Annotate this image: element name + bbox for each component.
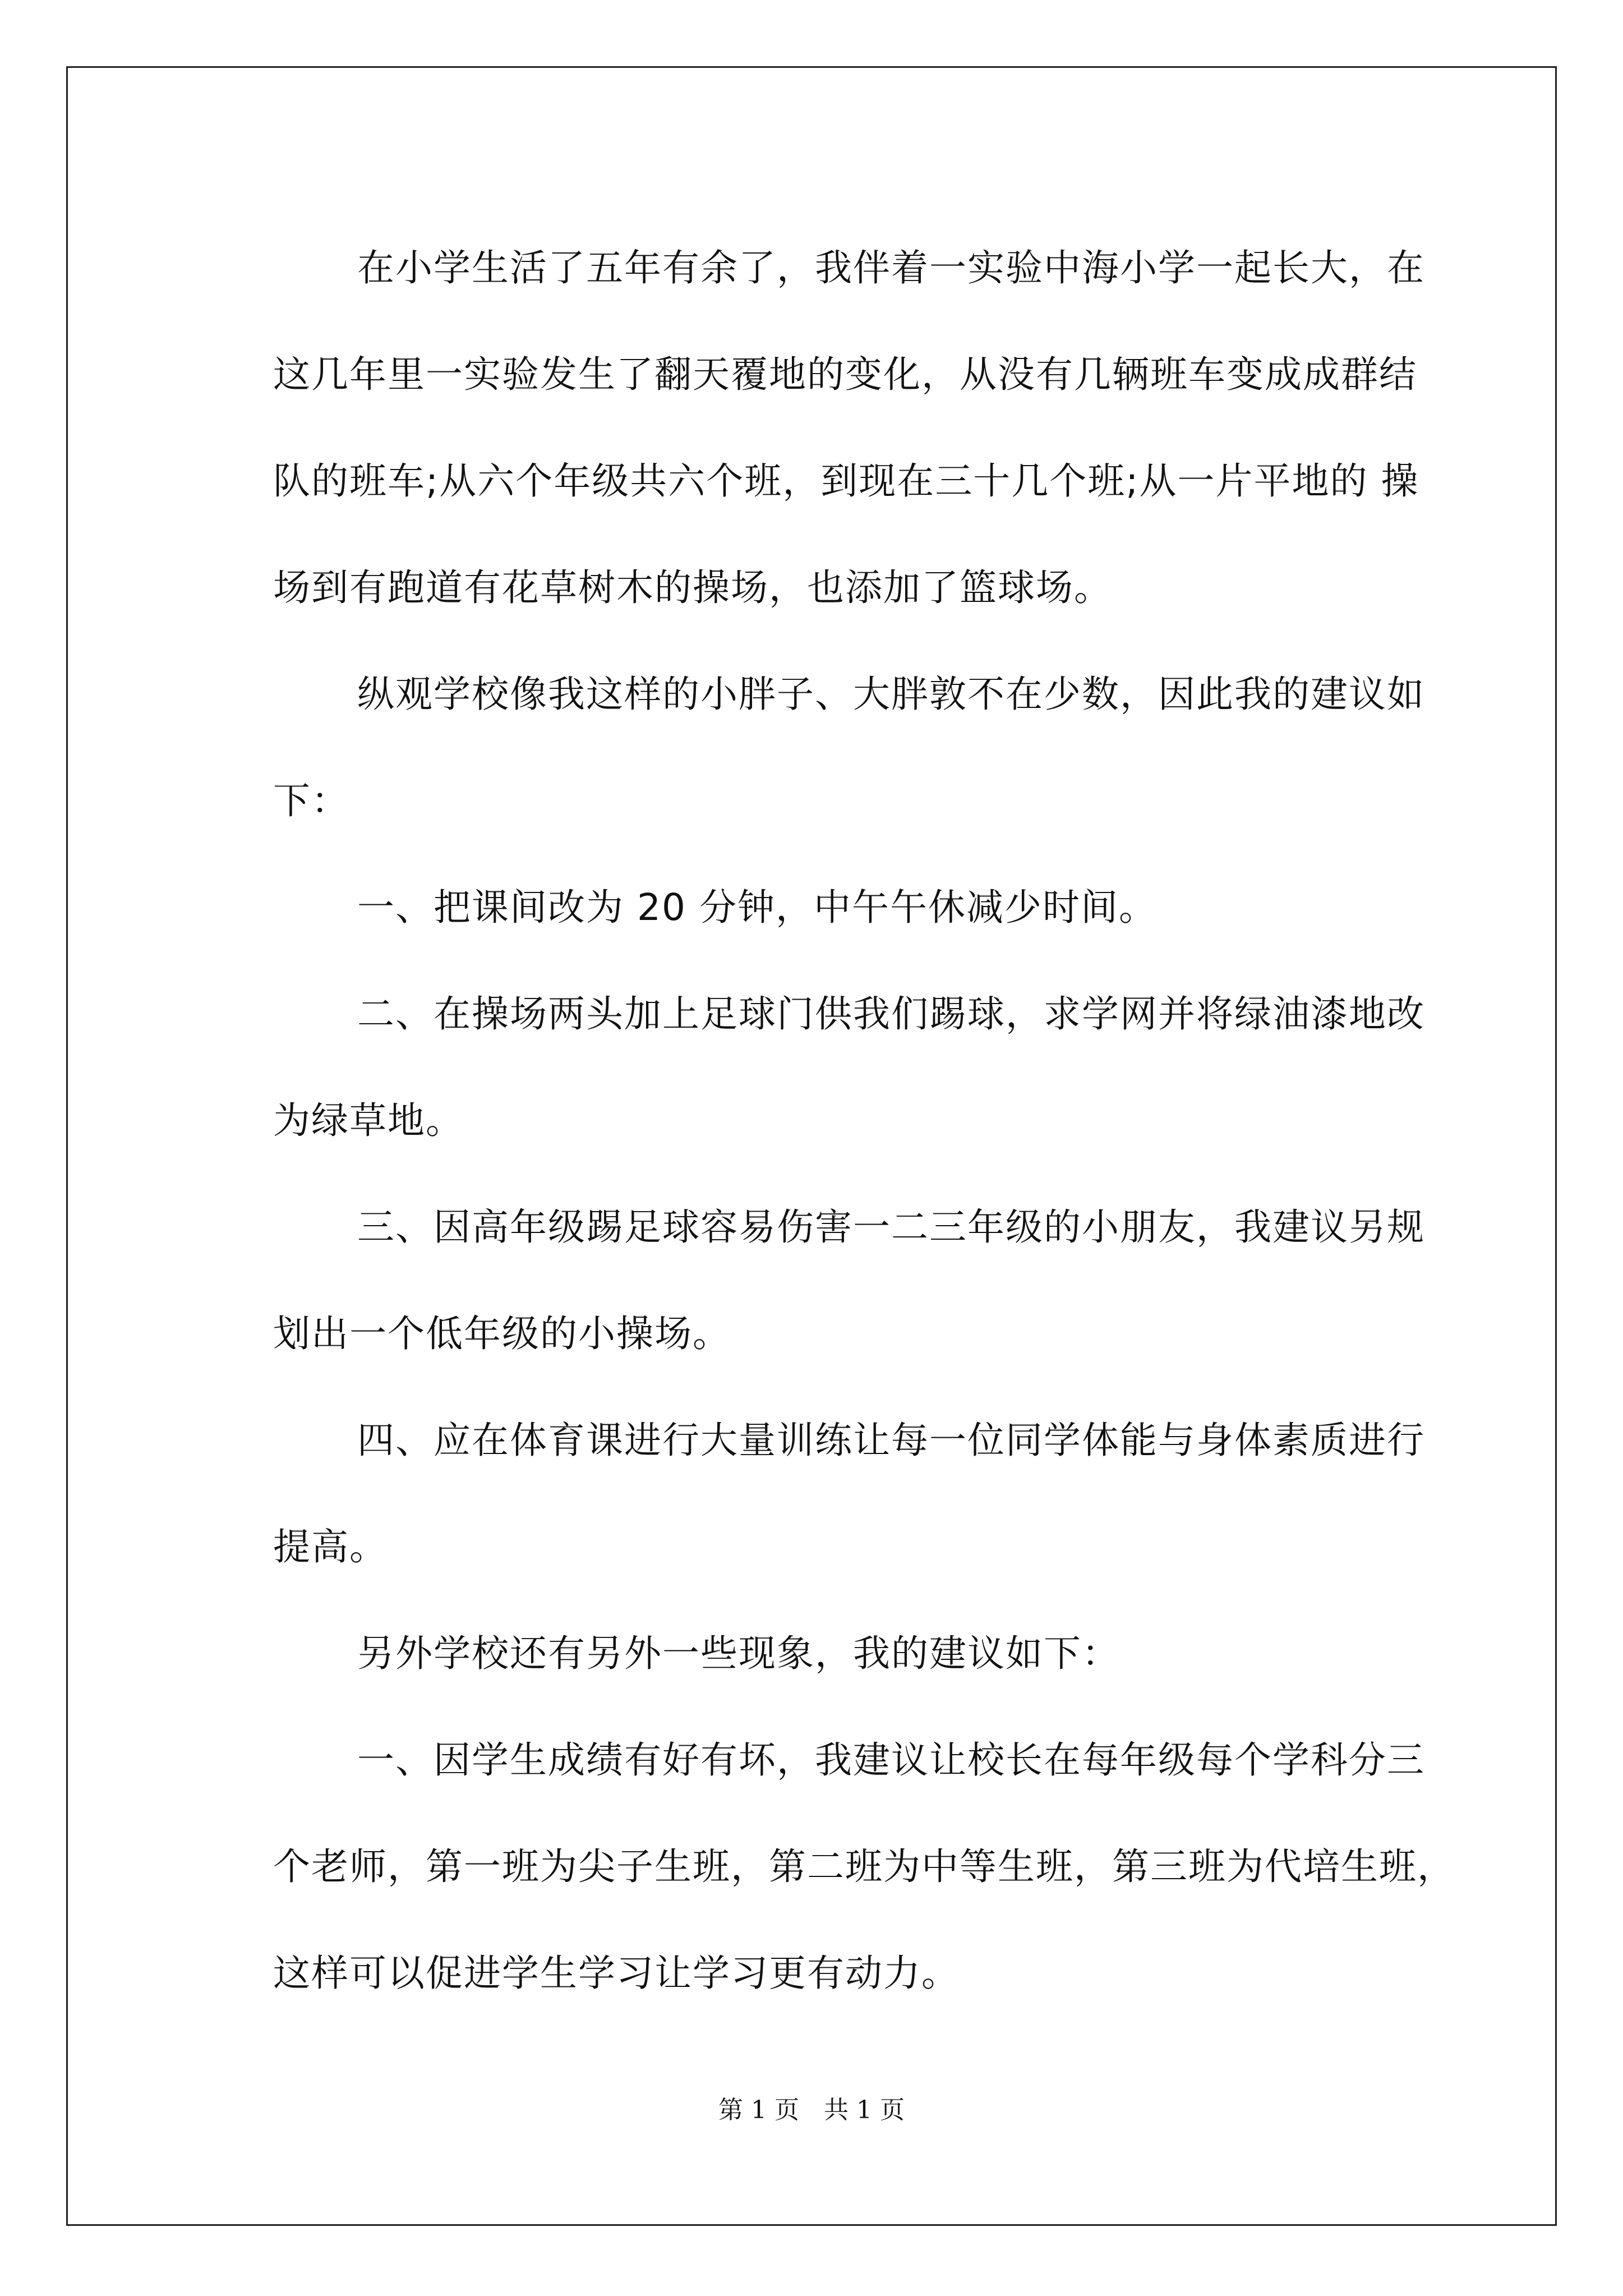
text-line: 一、因学生成绩有好有坏，我建议让校长在每年级每个学科分三	[357, 1738, 1425, 1782]
page-footer: 第 1 页 共 1 页	[718, 2096, 905, 2124]
text-line: 下：	[273, 779, 349, 822]
text-line: 另外学校还有另外一些现象，我的建议如下：	[357, 1632, 1120, 1675]
text-line: 这几年里一实验发生了翻天覆地的变化，从没有几辆班车变成成群结	[273, 353, 1417, 396]
text-line: 个老师，第一班为尖子生班，第二班为中等生班，第三班为代培生班，	[273, 1845, 1455, 1888]
paragraph-4	[199, 961, 1427, 1174]
text-line: 队的班车;从六个年级共六个班，到现在三十几个班;从一片平地的 操	[273, 459, 1419, 503]
text-line: 二、在操场两头加上足球门供我们踢球，求学网并将绿油漆地改	[357, 992, 1425, 1036]
text-line: 为绿草地。	[273, 1099, 464, 1142]
text-line: 场到有跑道有花草树木的操场，也添加了篮球场。	[273, 566, 1112, 609]
text-line: 纵观学校像我这样的小胖子、大胖敦不在少数，因此我的建议如	[357, 673, 1425, 716]
text-line: 提高。	[273, 1525, 388, 1568]
paragraph-3	[199, 854, 1427, 961]
paragraph-6	[199, 1387, 1427, 1600]
text-line: 划出一个低年级的小操场。	[273, 1312, 731, 1355]
text-line: 三、因高年级踢足球容易伤害一二三年级的小朋友，我建议另规	[357, 1205, 1425, 1249]
paragraph-1	[199, 215, 1427, 641]
paragraph-5	[199, 1174, 1427, 1387]
paragraph-8	[199, 1707, 1455, 2027]
paragraph-2	[199, 641, 1427, 854]
text-line: 在小学生活了五年有余了，我伴着一实验中海小学一起长大，在	[357, 246, 1425, 289]
document-body	[199, 215, 1455, 2027]
paragraph-7	[199, 1600, 1427, 1707]
text-line: 这样可以促进学生学习让学习更有动力。	[273, 1952, 960, 1995]
text-line: 四、应在体育课进行大量训练让每一位同学体能与身体素质进行	[357, 1419, 1425, 1462]
text-line: 一、把课间改为 20 分钟，中午午休减少时间。	[357, 886, 1157, 929]
